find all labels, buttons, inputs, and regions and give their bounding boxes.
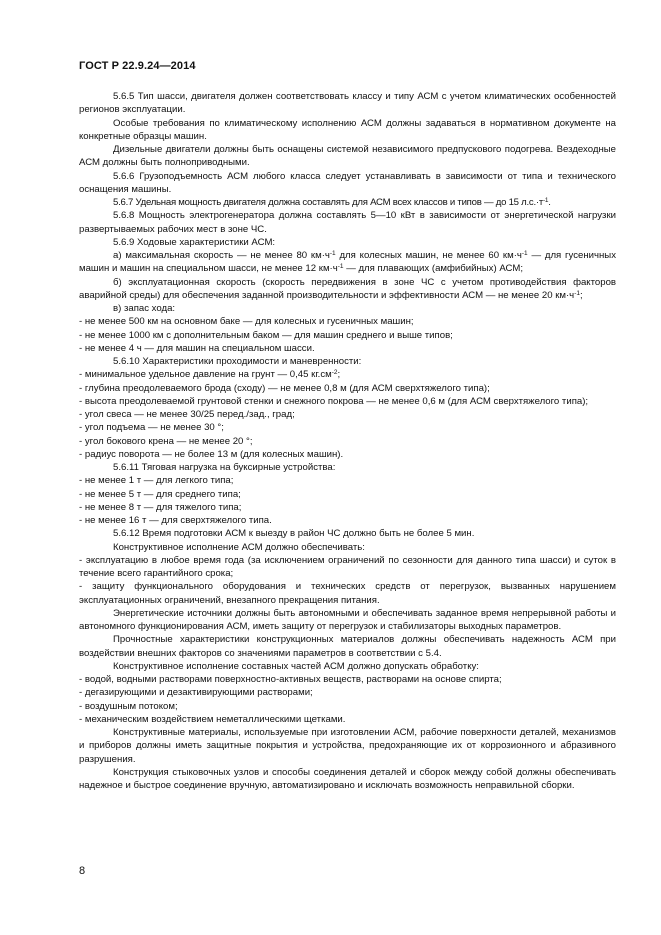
text-run: а) максимальная скорость — не менее 80 км·ч bbox=[113, 250, 330, 261]
text-run: - минимальное удельное давление на грунт — 0,45 кг.см bbox=[79, 369, 332, 381]
paragraph: Конструкция стыковочных узлов и способы соединения деталей и сборок между собой должны обеспечивать надежное и быстрое соединение вручную, автоматизировано и исключать возможность неправильной сборки. bbox=[79, 766, 616, 791]
superscript: -1 bbox=[329, 250, 336, 257]
paragraph: Конструктивное исполнение АСМ должно обеспечивать: bbox=[113, 541, 365, 553]
text-run: — для плавающих (амфибийных) АСМ; bbox=[343, 263, 523, 275]
document-header: ГОСТ Р 22.9.24—2014 bbox=[79, 60, 196, 72]
superscript: -1 bbox=[542, 197, 549, 204]
paragraph-5-6-11: 5.6.11 Тяговая нагрузка на буксирные устройства: bbox=[113, 462, 336, 473]
text-run: ; bbox=[337, 369, 341, 381]
list-item: - глубина преодолеваемого брода (сходу) — не менее 0,8 м (для АСМ сверхтяжелого типа); bbox=[79, 382, 490, 394]
list-item: - не менее 1 т — для легкого типа; bbox=[79, 475, 234, 487]
list-item: - не менее 500 км на основном баке — для колесных и гусеничных машин; bbox=[79, 316, 414, 328]
document-body bbox=[79, 90, 616, 792]
paragraph: Энергетические источники должны быть автономными и обеспечивать заданное время непрерывной работы и автономного функционирования АСМ, иметь защиту от перегрузок и стабилизаторы выходных параметров. bbox=[79, 607, 616, 632]
paragraph-5-6-8: 5.6.8 Мощность электрогенератора должна составлять 5—10 кВт в зависимости от энергетической нагрузки развертываемых рабочих мест в зоне ЧС. bbox=[79, 210, 616, 235]
list-item: - защиту функционального оборудования и технических средств от перегрузок, вызванных нарушением эксплуатационных ограничений, внезапного прекращения питания. bbox=[79, 581, 616, 606]
list-item: - не менее 8 т — для тяжелого типа; bbox=[79, 501, 242, 513]
list-item-c: в) запас хода: bbox=[113, 303, 176, 314]
list-item: - угол подъема — не менее 30 °; bbox=[79, 422, 224, 434]
paragraph-5-6-6: 5.6.6 Грузоподъемность АСМ любого класса следует устанавливать в зависимости от типа и технического оснащения машины. bbox=[79, 170, 616, 195]
paragraph: Особые требования по климатическому исполнению АСМ должны задаваться в нормативном документе на конкретные образцы машин. bbox=[79, 117, 616, 142]
page-number: 8 bbox=[79, 865, 86, 877]
paragraph: Прочностные характеристики конструкционных материалов должны обеспечивать надежность АСМ при воздействии внешних факторов со значениями параметров в соответствии с 5.4. bbox=[79, 634, 616, 659]
paragraph-5-6-7 bbox=[79, 196, 616, 209]
list-item: - эксплуатацию в любое время года (за исключением ограничений по сезонности для данного типа шасси) и суток в течение всего гарантийного срока; bbox=[79, 554, 616, 579]
list-item: - дегазирующими и дезактивирующими растворами; bbox=[79, 687, 313, 699]
list-item: - угол бокового крена — не менее 20 °; bbox=[79, 435, 253, 447]
list-item: - не менее 4 ч — для машин на специальном шасси. bbox=[79, 342, 315, 354]
text-run: для колесных машин, не менее 60 км·ч bbox=[335, 250, 522, 261]
paragraph-5-6-10: 5.6.10 Характеристики проходимости и маневренности: bbox=[113, 356, 362, 367]
superscript: -1 bbox=[574, 289, 580, 297]
list-item-a bbox=[79, 249, 616, 276]
list-item: - угол свеса — не менее 30/25 перед./зад., град; bbox=[79, 409, 295, 420]
superscript: -1 bbox=[521, 250, 528, 257]
list-item: - не менее 1000 км с дополнительным баком — для машин среднего и выше типов; bbox=[79, 329, 453, 341]
list-item: - радиус поворота — не более 13 м (для колесных машин). bbox=[79, 448, 344, 460]
text-run: 5.6.7 Удельная мощность двигателя должна составлять для АСМ всех классов и типов — до 15 л.с.·т bbox=[113, 197, 543, 208]
text-run: — для гусеничных машин и машин на специальном шасси, не менее 12 км·ч bbox=[79, 250, 616, 275]
paragraph: Конструктивное исполнение составных частей АСМ должно допускать обработку: bbox=[113, 660, 479, 672]
list-item: - воздушным потоком; bbox=[79, 700, 178, 712]
paragraph-5-6-5: 5.6.5 Тип шасси, двигателя должен соответствовать классу и типу АСМ с учетом климатических особенностей регионов эксплуатации. bbox=[79, 91, 616, 116]
list-item: - водой, водными растворами поверхностно-активных веществ, растворами на основе спирта; bbox=[79, 674, 502, 685]
list-item: - высота преодолеваемой грунтовой стенки и снежного покрова — не менее 0,6 м (для АСМ сверхтяжелого типа); bbox=[79, 395, 589, 407]
list-item bbox=[79, 368, 616, 381]
list-item: - не менее 5 т — для среднего типа; bbox=[79, 488, 241, 500]
list-item: - не менее 16 т — для сверхтяжелого типа. bbox=[79, 515, 272, 526]
superscript: -2 bbox=[331, 369, 338, 377]
paragraph: Конструктивные материалы, используемые при изготовлении АСМ, рабочие поверхности деталей, механизмов и приборов должны иметь защитные покрытия и устройства, предохраняющие их от коррозионного и абразивного разрушения. bbox=[79, 727, 616, 765]
paragraph: Дизельные двигатели должны быть оснащены системой независимого предпускового подогрева. Вездеходные АСМ должны быть полноприводными. bbox=[79, 144, 616, 169]
text-run: ; bbox=[579, 289, 583, 301]
text-run: б) эксплуатационная скорость (скорость передвижения в зоне ЧС с учетом противодействия факторов аварийной среды) для обеспечения заданной производительности и эффективности АСМ — не менее 20 км·ч bbox=[79, 276, 616, 301]
list-item: - механическим воздействием неметаллическими щетками. bbox=[79, 713, 346, 725]
paragraph-5-6-12: 5.6.12 Время подготовки АСМ к выезду в район ЧС должно быть не более 5 мин. bbox=[113, 528, 475, 540]
superscript: -1 bbox=[337, 263, 344, 271]
list-item-b bbox=[79, 276, 616, 303]
text-run: . bbox=[548, 197, 551, 208]
paragraph-5-6-9: 5.6.9 Ходовые характеристики АСМ: bbox=[113, 236, 276, 248]
